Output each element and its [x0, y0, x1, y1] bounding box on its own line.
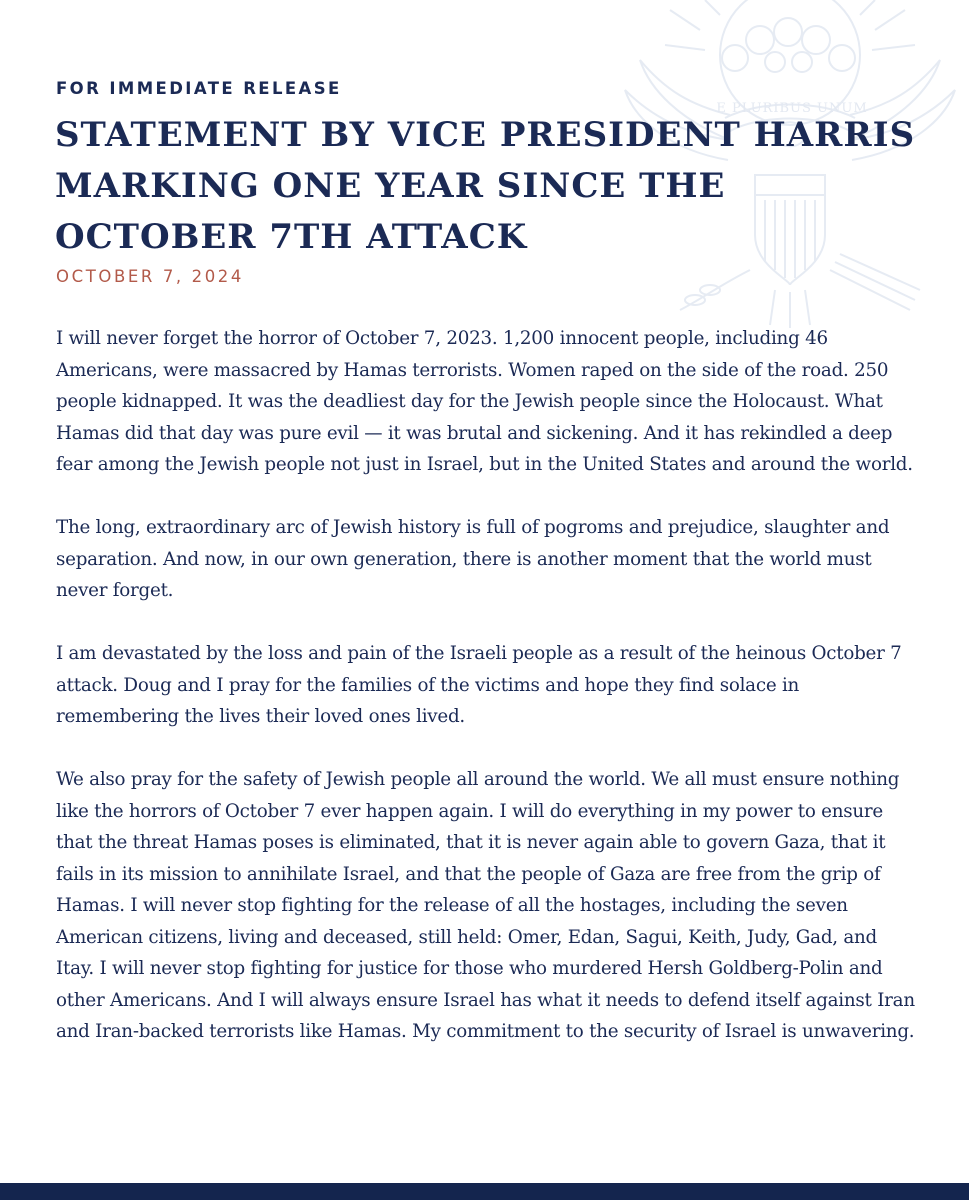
body-paragraph: I will never forget the horror of October 7, 2023. 1,200 innocent people, including 46 Americans, were massacred by Hamas terrorists. Women raped on the side of the road. 250 people kidnapped. It was the deadliest day for the Jewish people since the Holocaust. What Hamas did that day was pure evil — it was brutal and sickening. And it has rekindled a deep fear among the Jewish people not just in Israel, but in the United States and around the world. — [56, 328, 913, 475]
seal-motto: E PLURIBUS UNUM — [716, 101, 868, 116]
body-paragraph: The long, extraordinary arc of Jewish history is full of pogroms and prejudice, slaughter and separation. And now, in our own generation, there is another moment that the world must never forget. — [56, 517, 890, 601]
statement-body — [56, 323, 916, 1079]
body-paragraph: We also pray for the safety of Jewish people all around the world. We all must ensure nothing like the horrors of October 7 ever happen again. I will do everything in my power to ensure that the threat Hamas poses is eliminated, that it is never again able to govern Gaza, that it fails in its mission to annihilate Israel, and that the people of Gaza are free from the grip of Hamas. I will never stop fighting for the release of all the hostages, including the seven American citizens, living and deceased, still held: Omer, Edan, Sagui, Keith, Judy, Gad, and Itay. I will never stop fighting for justice for those who murdered Hersh Goldberg-Polin and other Americans. And I will always ensure Israel has what it needs to defend itself against Iran and Iran-backed terrorists like Hamas. My commitment to the security of Israel is unwavering. — [56, 769, 915, 1042]
statement-title: STATEMENT BY VICE PRESIDENT HARRIS MARKING ONE YEAR SINCE THE OCTOBER 7TH ATTACK — [55, 115, 916, 257]
body-paragraph: I am devastated by the loss and pain of the Israeli people as a result of the heinous October 7 attack. Doug and I pray for the families of the victims and hope they find solace in remembering the lives their loved ones lived. — [56, 643, 902, 727]
statement-date: OCTOBER 7, 2024 — [56, 267, 245, 286]
footer-bar — [0, 1183, 969, 1200]
release-kicker: FOR IMMEDIATE RELEASE — [56, 79, 342, 98]
